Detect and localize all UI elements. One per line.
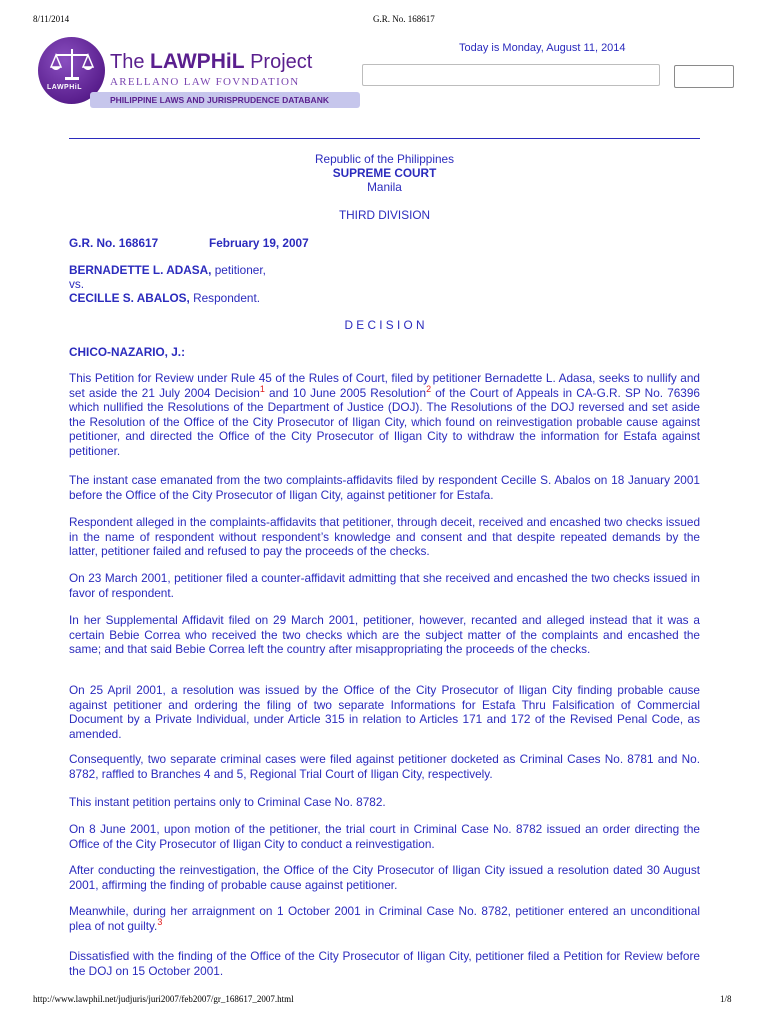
court-city: Manila [367, 180, 402, 194]
decision-heading: D E C I S I O N [344, 318, 425, 332]
paragraph-9: On 8 June 2001, upon motion of the petitioner, the trial court in Criminal Case No. 8782 issued an order directing the Office of the City Prosecutor of Iligan City to conduct a reinvestigation. [69, 822, 700, 851]
brand-subtitle: ARELLANO LAW FOVNDATION [110, 76, 300, 88]
p1-text-a: This Petition for Review under Rule 45 of the Rules of Court, filed by petitioner Bernadette L. Adasa, seeks to nullify and set aside the 21 July 2004 Decision [69, 371, 700, 400]
paragraph-2: The instant case emanated from the two complaints-affidavits filed by respondent Cecille S. Abalos on 18 January 2001 before the Office of the City Prosecutor of Iligan City, against petitioner for Estafa. [69, 473, 700, 502]
respondent-role: Respondent. [189, 291, 261, 305]
search-input[interactable] [362, 64, 660, 86]
paragraph-12: Dissatisfied with the finding of the Office of the City Prosecutor of Iligan City, petitioner filed a Petition for Review before the DOJ on 15 October 2001. [69, 949, 700, 978]
search-button[interactable] [674, 65, 734, 88]
print-date: 8/11/2014 [33, 14, 70, 24]
paragraph-5: In her Supplemental Affidavit filed on 29 March 2001, petitioner, however, recanted and alleged instead that it was a certain Bebie Correa who received the two checks which are the subject matter of the complaints and encashed the same; and that said Bebie Correa left the country after misappropriating the proceeds of the checks. [69, 613, 700, 657]
division: THIRD DIVISION [338, 208, 431, 222]
print-url: http://www.lawphil.net/judjuris/juri2007/feb2007/gr_168617_2007.html [33, 994, 294, 1004]
p1-text-b: and 10 June 2005 Resolution [264, 385, 427, 400]
logo-badge: LAWPHiL [47, 84, 82, 91]
ponente: CHICO-NAZARIO, J.: [69, 345, 185, 359]
petitioner-name: BERNADETTE L. ADASA, [69, 263, 212, 277]
scales-of-justice-icon [48, 43, 96, 89]
p11-text: Meanwhile, during her arraignment on 1 October 2001 in Criminal Case No. 8782, petitioner entered an unconditional plea of not guilty. [69, 904, 700, 933]
brand-title [110, 50, 312, 74]
paragraph-1 [69, 371, 700, 459]
paragraph-7: Consequently, two separate criminal cases were filed against petitioner docketed as Criminal Cases No. 8781 and No. 8782, raffled to Branches 4 and 5, Regional Trial Court of Iligan City, respectively. [69, 752, 700, 781]
republic-line: Republic of the Philippines [314, 152, 455, 166]
today-date: Today is Monday, August 11, 2014 [459, 42, 626, 54]
footnote-link-1[interactable]: 1 [259, 383, 265, 394]
paragraph-8: This instant petition pertains only to Criminal Case No. 8782. [69, 795, 386, 809]
brand-title-post: Project [244, 51, 313, 73]
respondent-line [69, 291, 260, 306]
print-page-number: 1/8 [720, 994, 732, 1004]
p1-text-c: of the Court of Appeals in CA-G.R. SP No. 76396 which nullified the Resolutions of the Department of Justice (DOJ). The Resolutions of the DOJ reversed and set aside the Resolution of the Office of the City Prosecutor of Iligan City, which found on reinvestigation probable cause against petitioner, and directed the Office of the City Prosecutor of Iligan City to withdraw the information for Estafa against petitioner. [69, 385, 700, 458]
print-title: G.R. No. 168617 [373, 14, 435, 24]
respondent-name: CECILLE S. ABALOS, [69, 291, 190, 305]
footnote-link-2[interactable]: 2 [426, 383, 432, 394]
paragraph-4: On 23 March 2001, petitioner filed a counter-affidavit admitting that she received and encashed the two checks issued in favor of respondent. [69, 571, 700, 600]
petitioner-line [69, 263, 266, 278]
header-divider [69, 138, 700, 139]
brand-title-pre: The [110, 51, 151, 73]
court-name: SUPREME COURT [332, 166, 437, 180]
versus: vs. [69, 277, 85, 291]
case-number: G.R. No. 168617 [69, 236, 159, 250]
footnote-link-3[interactable]: 3 [157, 916, 163, 927]
paragraph-10: After conducting the reinvestigation, the Office of the City Prosecutor of Iligan City issued a resolution dated 30 August 2001, affirming the finding of probable cause against petitioner. [69, 863, 700, 892]
brand-bar-text: PHILIPPINE LAWS AND JURISPRUDENCE DATABANK [110, 95, 329, 105]
petitioner-role: petitioner, [211, 263, 266, 277]
paragraph-11 [69, 904, 700, 933]
paragraph-3: Respondent alleged in the complaints-affidavits that petitioner, through deceit, received and encashed two checks issued in the name of respondent without respondent’s knowledge and consent and that despite repeated demands by the latter, petitioner failed and refused to pay the proceeds of the checks. [69, 515, 700, 559]
brand-title-bold: LAWPHiL [150, 50, 245, 73]
paragraph-6: On 25 April 2001, a resolution was issued by the Office of the City Prosecutor of Iligan City finding probable cause against petitioner and ordering the filing of two separate Informations for Estafa Thru Falsification of Commercial Document by a Private Individual, under Article 315 in relation to Articles 171 and 172 of the Revised Penal Code, as amended. [69, 683, 700, 741]
case-date: February 19, 2007 [209, 236, 309, 250]
